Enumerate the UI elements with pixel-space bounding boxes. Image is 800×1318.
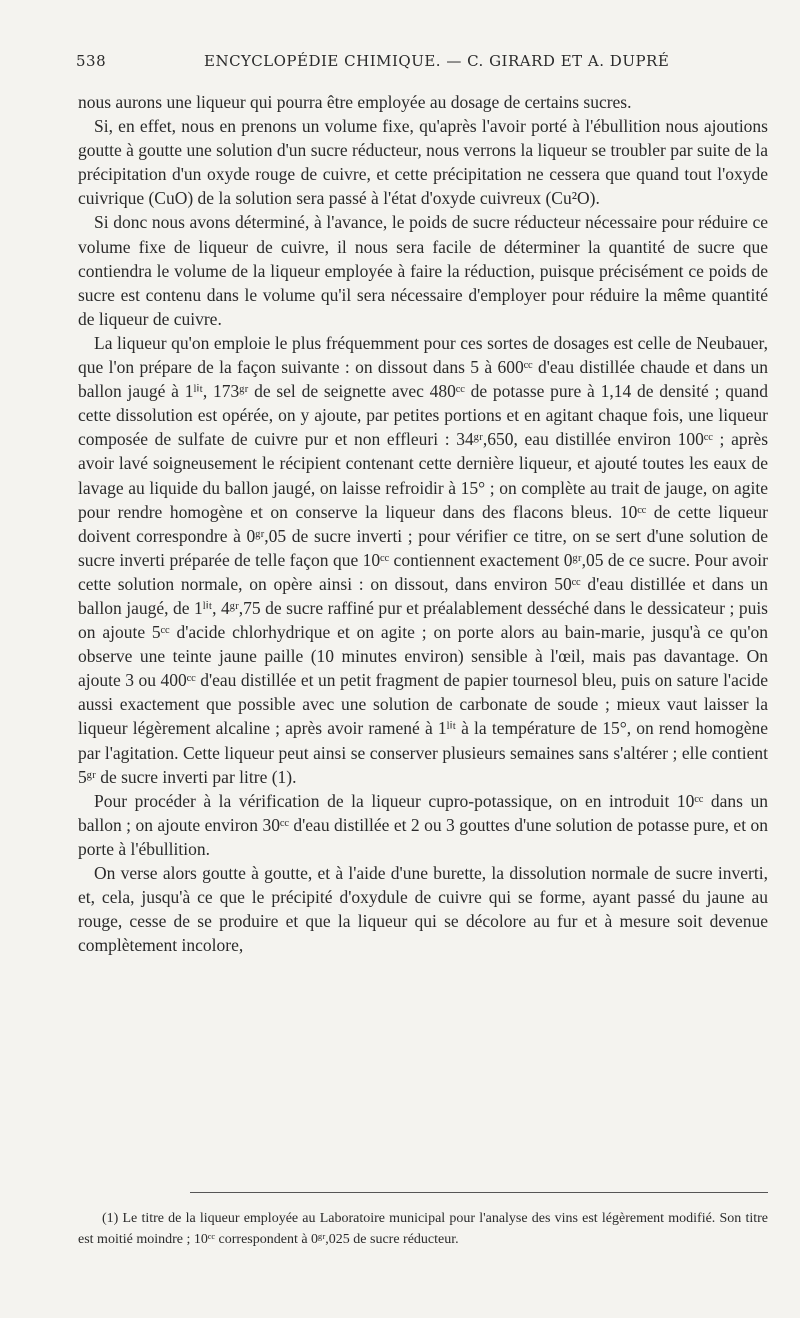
paragraph: nous aurons une liqueur qui pourra être employée au dosage de certains sucres. — [78, 92, 632, 112]
footnote: (1) Le titre de la liqueur employée au Laboratoire municipal pour l'analyse des vins est légèrement modifié. Son titre est moitié moindre ; 10ᶜᶜ correspondent à 0ᵍʳ,025 de sucre réducteur. — [78, 1211, 768, 1247]
footnote-rule — [190, 1192, 768, 1193]
paragraph: Pour procéder à la vérification de la liqueur cupro-potassique, on en introduit 10ᶜᶜ dans un ballon ; on ajoute environ 30ᶜᶜ d'eau distillée et 2 ou 3 gouttes d'une solution de potasse pure, et on porte à l'ébullition. — [78, 790, 768, 859]
running-title: ENCYCLOPÉDIE CHIMIQUE. — C. GIRARD ET A. DUPRÉ — [204, 52, 670, 70]
page-number: 538 — [76, 52, 107, 70]
paragraph: La liqueur qu'on emploie le plus fréquemment pour ces sortes de dosages est celle de Neubauer, que l'on prépare de la façon suivante : on dissout dans 5 à 600ᶜᶜ d'eau distillée chaude et dans un ballon jaugé à 1ˡⁱᵗ, 173ᵍʳ de sel de seignette avec 480ᶜᶜ de potasse pure à 1,14 de densité ; quand cette dissolution est opérée, on y ajoute, par petites portions et en agitant chaque fois, une liqueur composée de sulfate de cuivre pur et non effleuri : 34ᵍʳ,650, eau distillée environ 100ᶜᶜ ; après avoir lavé soigneusement le récipient contenant cette dernière liqueur, et ajouté toutes les eaux de lavage au liquide du ballon jaugé, on laisse refroidir à 15° ; on complète au trait de jauge, on agite pour rendre homogène et on conserve la liqueur dans des flacons bleus. 10ᶜᶜ de cette liqueur doivent correspondre à 0ᵍʳ,05 de sucre inverti ; pour vérifier ce titre, on se sert d'une solution de sucre inverti préparée de telle façon que 10ᶜᶜ contiennent exactement 0ᵍʳ,05 de ce sucre. Pour avoir cette solution normale, on opère ainsi : on dissout, dans environ 50ᶜᶜ d'eau distillée et dans un ballon jaugé, de 1ˡⁱᵗ, 4ᵍʳ,75 de sucre raffiné pur et préalablement desséché dans le dessicateur ; puis on ajoute 5ᶜᶜ d'acide chlorhydrique et on agite ; on porte alors au bain-marie, jusqu'à ce qu'on observe une teinte jaune paille (10 minutes environ) sensible à l'œil, mais pas davantage. On ajoute 3 ou 400ᶜᶜ d'eau distillée et un petit fragment de papier tournesol bleu, puis on sature l'acide aussi exactement que possible avec une solution de carbonate de soude ; mieux vaut laisser la liqueur légèrement alcaline ; après avoir ramené à 1ˡⁱᵗ à la température de 15°, on rend homogène par l'agitation. Cette liqueur peut ainsi se conserver plusieurs semaines sans s'altérer ; elle contient 5ᵍʳ de sucre inverti par litre (1). — [78, 332, 768, 787]
body-text — [78, 90, 768, 957]
paragraph: Si donc nous avons déterminé, à l'avance, le poids de sucre réducteur nécessaire pour réduire ce volume fixe de liqueur de cuivre, il nous sera facile de déterminer la quantité de sucre que contiendra le volume de la liqueur employée à faire la réduction, puisque précisément ce poids de sucre est contenu dans le volume qu'il sera nécessaire d'employer pour réduire la même quantité de liqueur de cuivre. — [78, 212, 768, 329]
paragraph: On verse alors goutte à goutte, et à l'aide d'une burette, la dissolution normale de sucre inverti, et, cela, jusqu'à ce que le précipité d'oxydule de cuivre qui se forme, ayant passé du jaune au rouge, cesse de se produire et que la liqueur qui se décolore au fur et à mesure soit devenue complètement incolore, — [78, 863, 768, 956]
paragraph: Si, en effet, nous en prenons un volume fixe, qu'après l'avoir porté à l'ébullition nous ajoutions goutte à goutte une solution d'un sucre réducteur, nous verrons la liqueur se troubler par suite de la précipitation d'un oxyde rouge de cuivre, et cette précipitation ne cessera que quand tout l'oxyde cuivrique (CuO) de la solution sera passé à l'état d'oxyde cuivreux (Cu²O). — [78, 116, 768, 209]
